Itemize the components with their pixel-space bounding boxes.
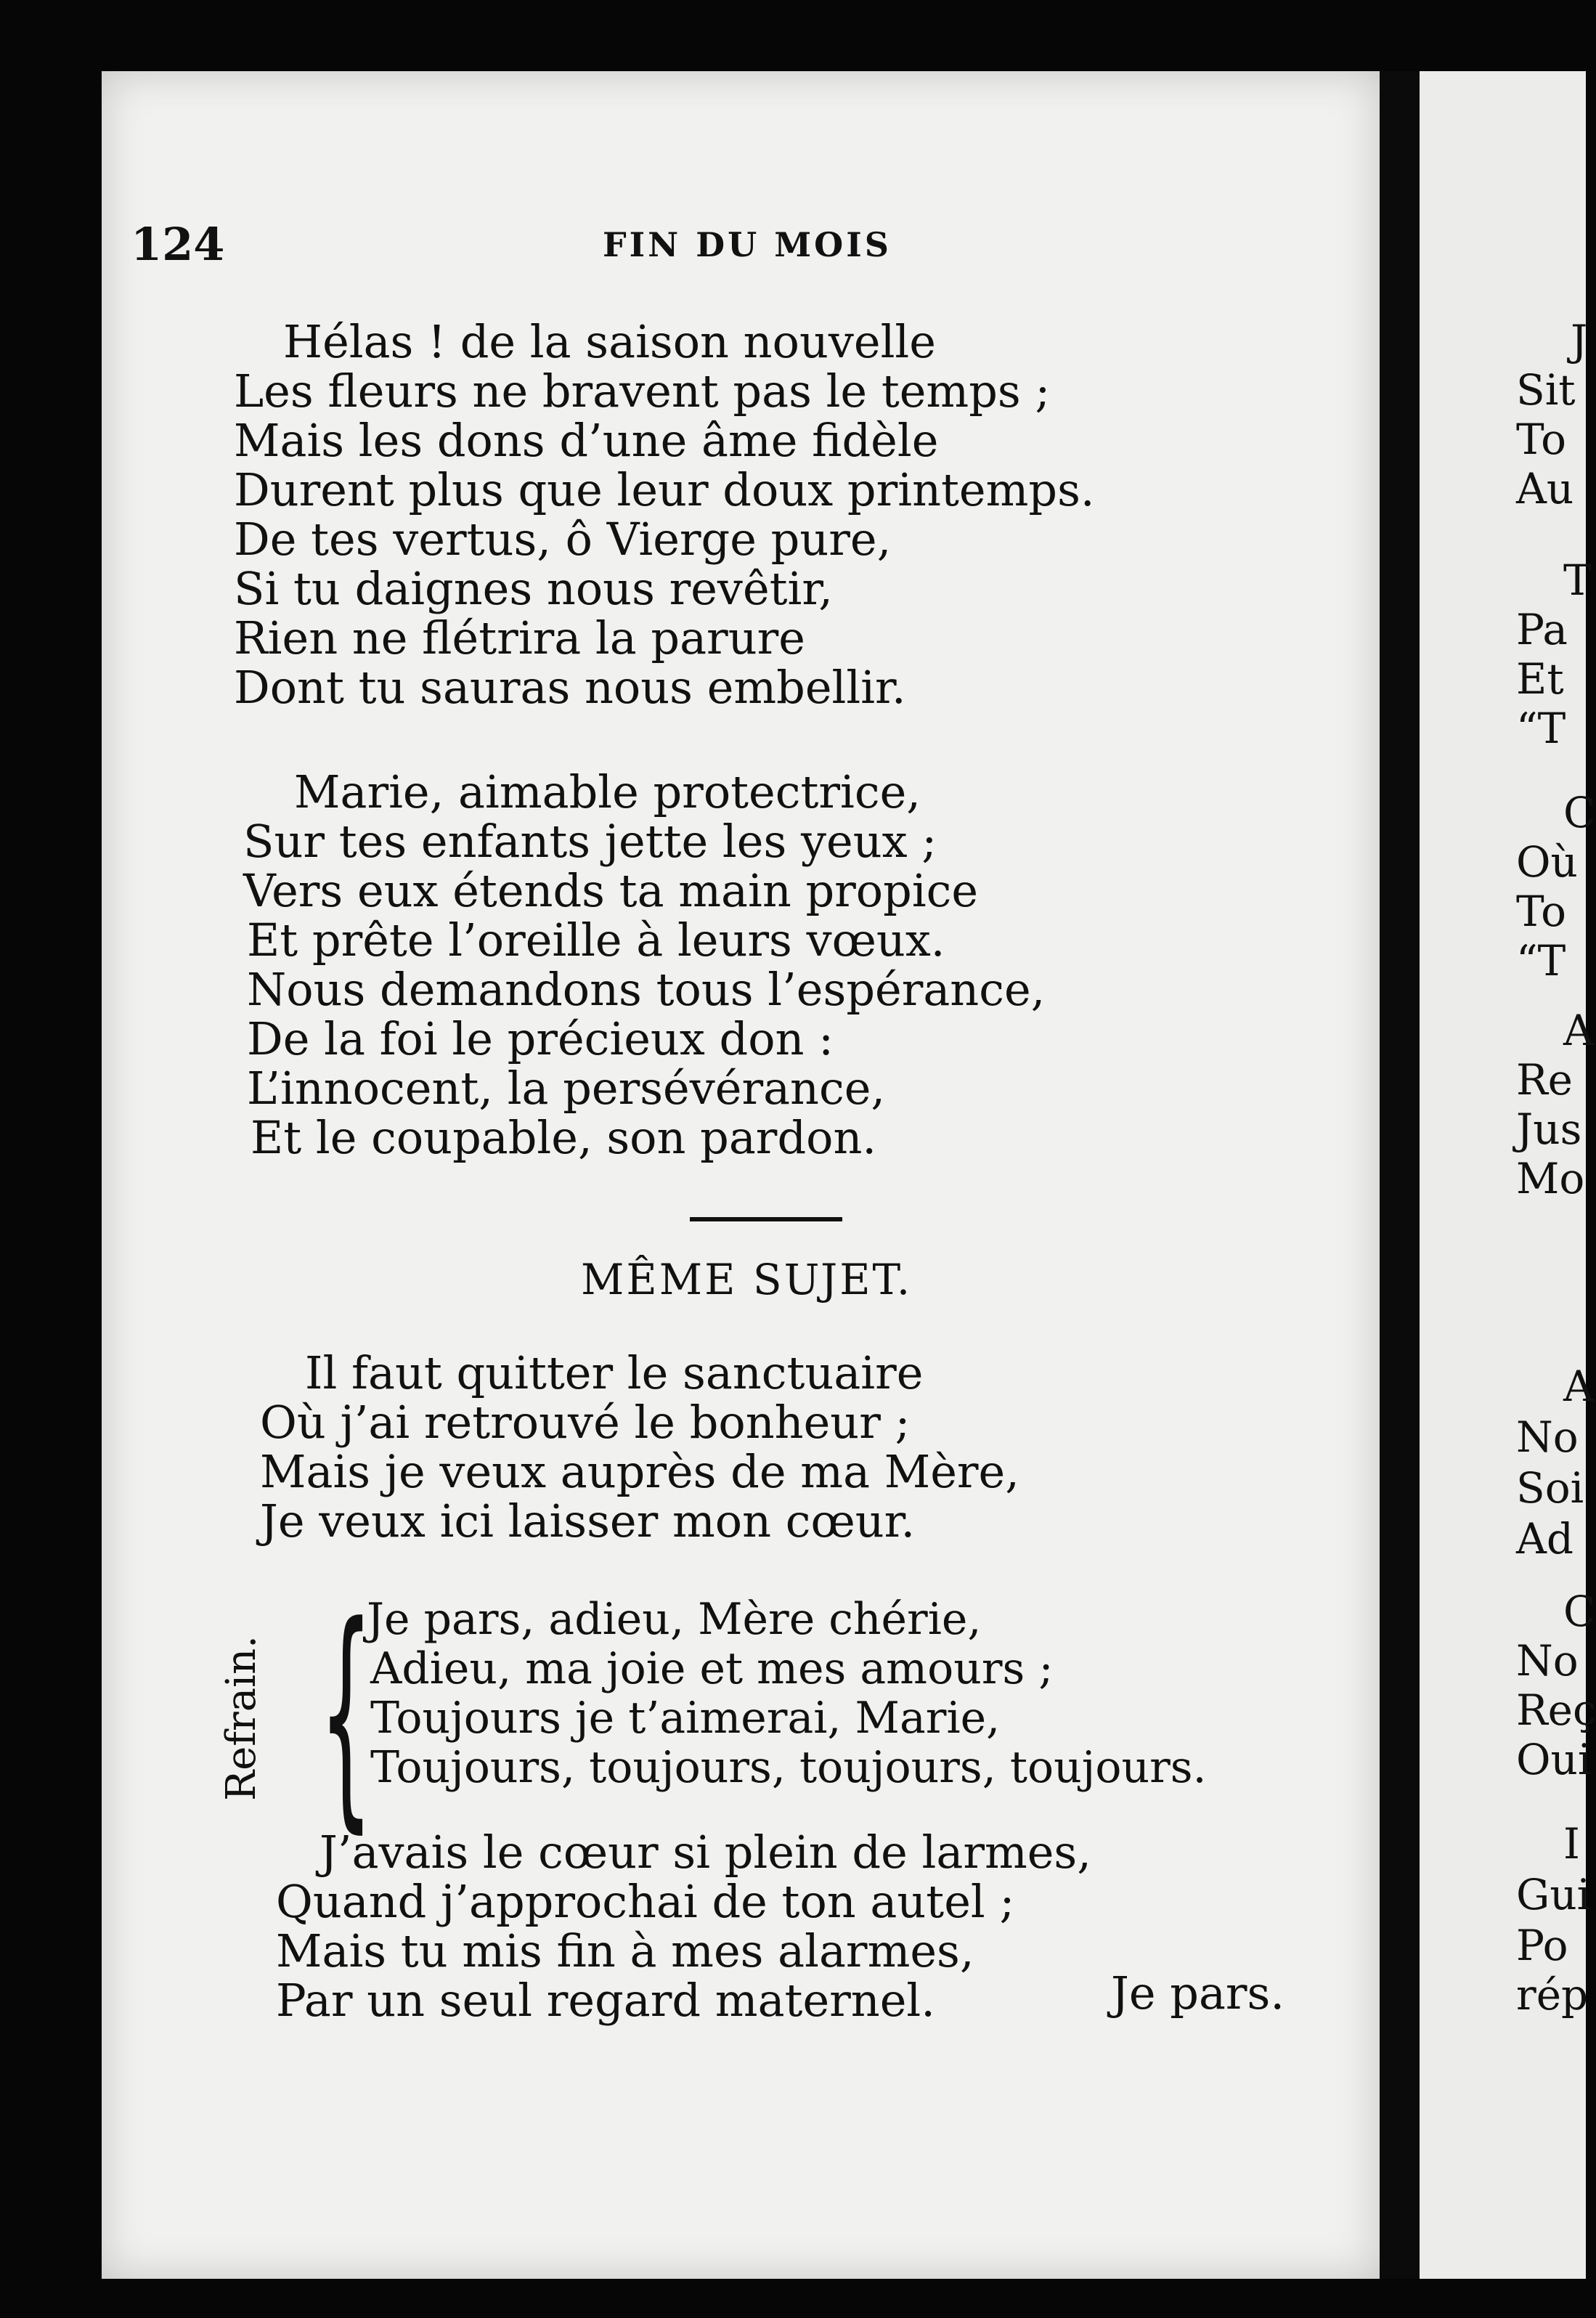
next-page-fragment: Soi: [1516, 1463, 1584, 1513]
refrain-cue: Je pars.: [1111, 1967, 1285, 2020]
next-page-fragment: Re: [1516, 1055, 1573, 1105]
next-page-fragment: A: [1563, 1362, 1594, 1411]
next-page-fragment: rép: [1516, 1970, 1589, 2020]
refrain-line: Je pars, adieu, Mère chérie,: [367, 1594, 982, 1645]
next-page-fragment: J: [1571, 316, 1588, 365]
poem-line: Vers eux étends ta main propice: [243, 864, 979, 917]
next-page-fragment: Reç: [1516, 1685, 1596, 1735]
poem-line: Mais tu mis fin à mes alarmes,: [276, 1924, 974, 1977]
next-page-fragment: C: [1563, 788, 1596, 837]
page-number: 124: [131, 218, 225, 271]
poem-line: Hélas ! de la saison nouvelle: [283, 315, 936, 368]
next-page-fragment: Ad: [1516, 1514, 1574, 1563]
page-gutter: [1380, 71, 1420, 2279]
next-page-fragment: Mo: [1516, 1154, 1585, 1203]
poem-line: Si tu daignes nous revêtir,: [234, 562, 833, 615]
poem-line: Durent plus que leur doux printemps.: [234, 463, 1095, 516]
next-page-fragment: “T: [1516, 704, 1566, 753]
refrain-line: Toujours, toujours, toujours, toujours.: [370, 1742, 1207, 1793]
refrain-brace: {: [319, 1574, 373, 1853]
running-title: FIN DU MOIS: [603, 225, 892, 264]
poem-line: J’avais le cœur si plein de larmes,: [319, 1826, 1091, 1879]
section-title: MÊME SUJET.: [581, 1255, 913, 1304]
poem-line: Il faut quitter le sanctuaire: [305, 1346, 924, 1399]
next-page-fragment: To: [1516, 415, 1567, 464]
next-page-fragment: “T: [1516, 936, 1566, 985]
poem-line: Marie, aimable protectrice,: [294, 765, 921, 818]
next-page-fragment: Au: [1516, 464, 1574, 513]
next-page-fragment: A: [1563, 1006, 1594, 1055]
poem-line: Nous demandons tous l’espérance,: [247, 963, 1046, 1016]
next-page-fragment: Jus: [1516, 1105, 1582, 1154]
next-page-fragment: Gui: [1516, 1870, 1591, 1919]
next-page-fragment: Oui: [1516, 1735, 1592, 1784]
poem-line: Sur tes enfants jette les yeux ;: [243, 815, 937, 868]
poem-line: Par un seul regard maternel.: [276, 1974, 935, 2027]
next-page-fragment: To: [1516, 887, 1567, 936]
next-page-fragment: I: [1563, 1819, 1580, 1868]
poem-line: Mais je veux auprès de ma Mère,: [260, 1445, 1019, 1498]
poem-line: Quand j’approchai de ton autel ;: [276, 1875, 1015, 1928]
poem-line: Et le coupable, son pardon.: [251, 1111, 877, 1164]
next-page-fragment: Po: [1516, 1921, 1568, 1970]
poem-line: Mais les dons d’une âme fidèle: [234, 414, 939, 467]
next-page-fragment: No: [1516, 1412, 1579, 1462]
next-page-fragment: No: [1516, 1636, 1579, 1685]
section-divider: [690, 1217, 842, 1221]
poem-line: L’innocent, la persévérance,: [247, 1062, 886, 1115]
poem-line: Dont tu sauras nous embellir.: [234, 661, 906, 714]
next-page-fragment: Où: [1516, 837, 1578, 887]
poem-line: Et prête l’oreille à leurs vœux.: [247, 914, 945, 967]
poem-line: Je veux ici laisser mon cœur.: [260, 1494, 916, 1548]
next-page-fragment: Pa: [1516, 605, 1568, 654]
next-page-fragment: C: [1563, 1587, 1596, 1636]
poem-line: Rien ne flétrira la parure: [234, 611, 805, 664]
poem-line: Les fleurs ne bravent pas le temps ;: [234, 365, 1051, 418]
poem-line: Où j’ai retrouvé le bonheur ;: [260, 1396, 911, 1449]
poem-line: De la foi le précieux don :: [247, 1012, 834, 1065]
refrain-line: Toujours je t’aimerai, Marie,: [370, 1693, 1001, 1744]
poem-line: De tes vertus, ô Vierge pure,: [234, 513, 892, 566]
next-page-fragment: Et: [1516, 654, 1564, 704]
refrain-label: Refrain.: [218, 1635, 265, 1801]
next-page-fragment: T: [1563, 556, 1592, 605]
next-page-fragment: Sit: [1516, 365, 1576, 415]
refrain-line: Adieu, ma joie et mes amours ;: [370, 1643, 1054, 1694]
